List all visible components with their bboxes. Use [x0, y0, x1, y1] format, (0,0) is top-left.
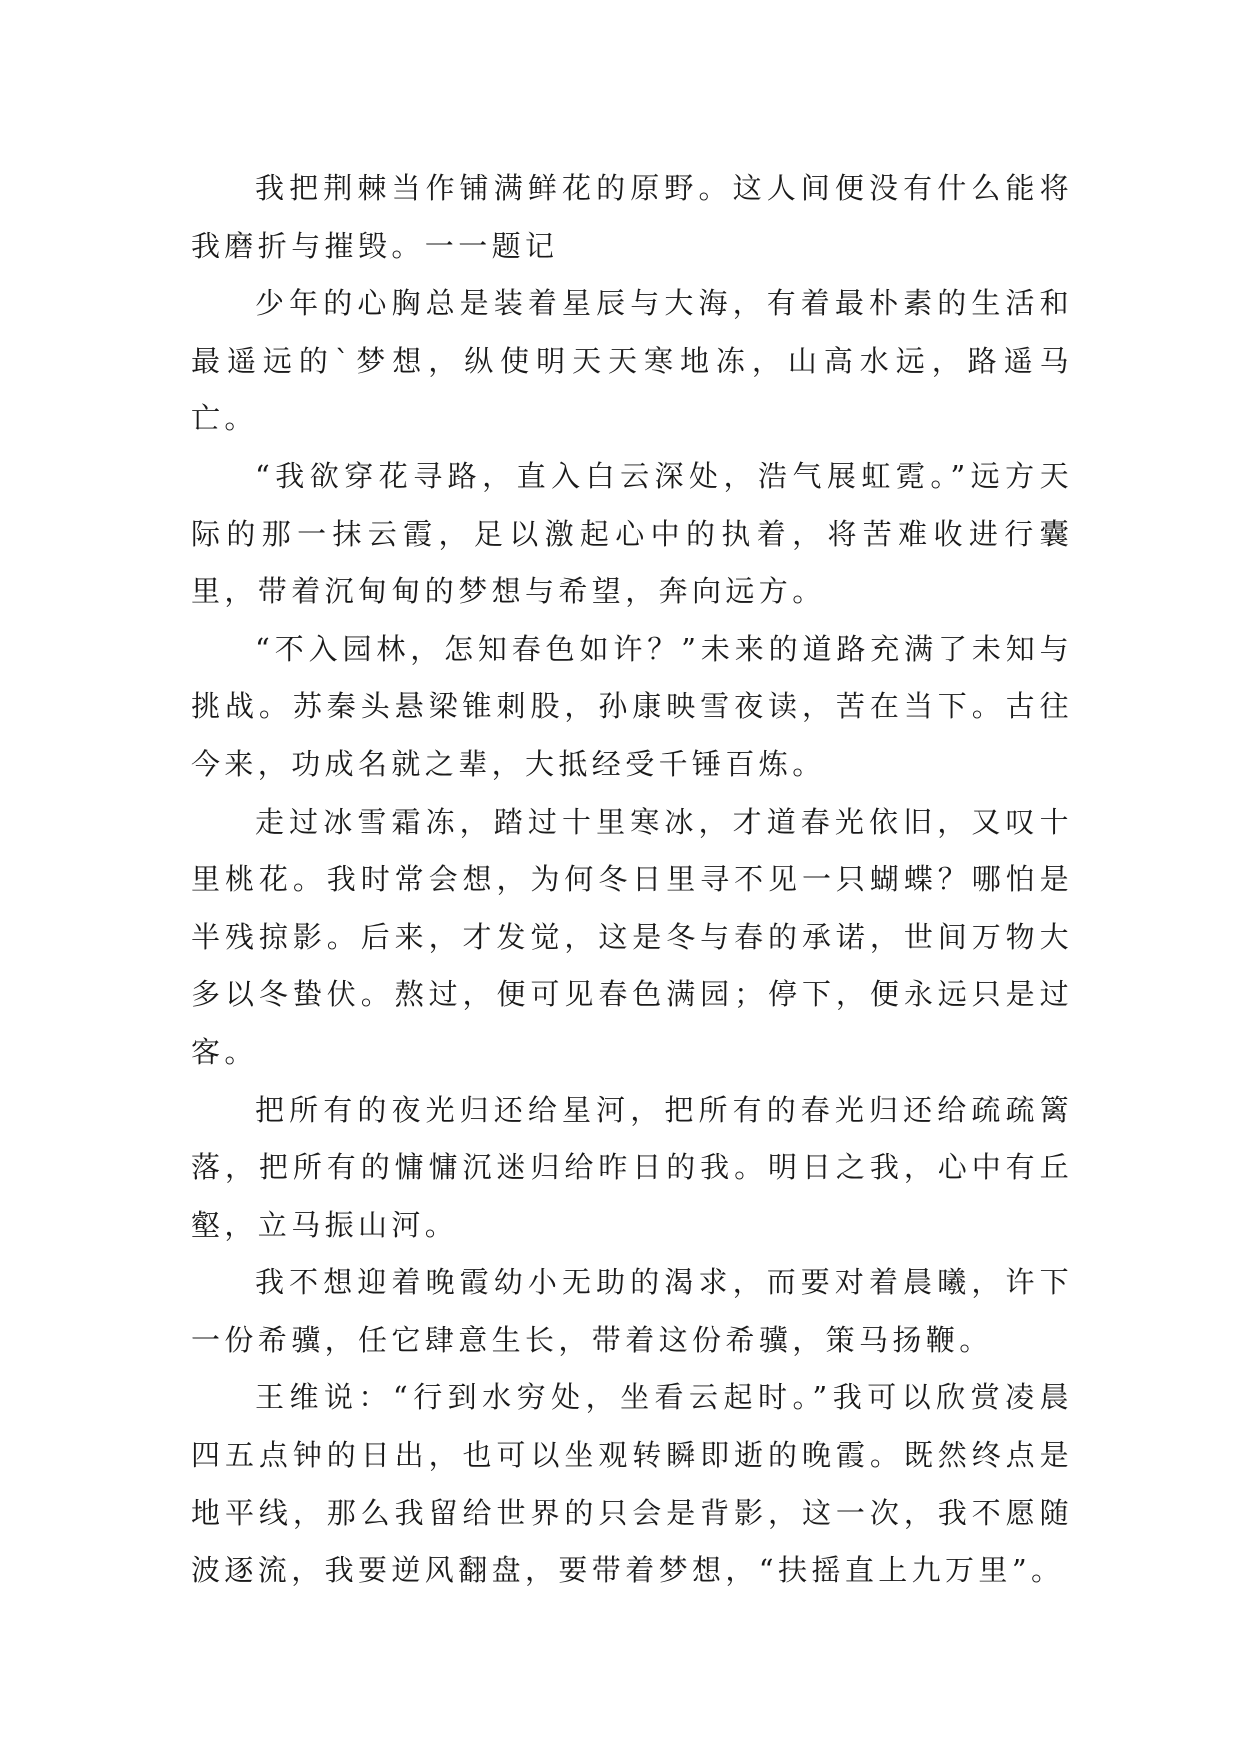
paragraph-epigraph: 我把荆棘当作铺满鲜花的原野。这人间便没有什么能将我磨折与摧毁。一一题记 — [191, 171, 1073, 263]
paragraph: “不入园林，怎知春色如许？”未来的道路充满了未知与挑战。苏秦头悬梁锥刺股，孙康映雪夜读，苦在当下。古往今来，功成名就之辈，大抵经受千锤百炼。 — [191, 631, 1073, 781]
paragraph: 把所有的夜光归还给星河，把所有的春光归还给疏疏篱落，把所有的慵慵沉迷归给昨日的我。明日之我，心中有丘壑，立马振山河。 — [191, 1092, 1073, 1242]
paragraph: 王维说：“行到水穷处，坐看云起时。”我可以欣赏凌晨四五点钟的日出，也可以坐观转瞬即逝的晚霞。既然终点是地平线，那么我留给世界的只会是背影，这一次，我不愿随波逐流，我要逆风翻盘，要带着梦想，“扶摇直上九万里”。 — [191, 1380, 1073, 1588]
essay-body — [191, 160, 1073, 1600]
paragraph: “我欲穿花寻路，直入白云深处，浩气展虹霓。”远方天际的那一抹云霞，足以激起心中的执着，将苦难收进行囊里，带着沉甸甸的梦想与希望，奔向远方。 — [191, 458, 1073, 609]
paragraph: 走过冰雪霜冻，踏过十里寒冰，才道春光依旧，又叹十里桃花。我时常会想，为何冬日里寻不见一只蝴蝶？哪怕是半残掠影。后来，才发觉，这是冬与春的承诺，世间万物大多以冬蛰伏。熬过，便可见春色满园；停下，便永远只是过客。 — [191, 804, 1073, 1069]
paragraph: 我不想迎着晚霞幼小无助的渴求，而要对着晨曦，许下一份希骥，任它肆意生长，带着这份希骥，策马扬鞭。 — [191, 1265, 1073, 1357]
paragraph: 少年的心胸总是装着星辰与大海，有着最朴素的生活和最遥远的`梦想，纵使明天天寒地冻，山高水远，路遥马亡。 — [191, 286, 1073, 436]
